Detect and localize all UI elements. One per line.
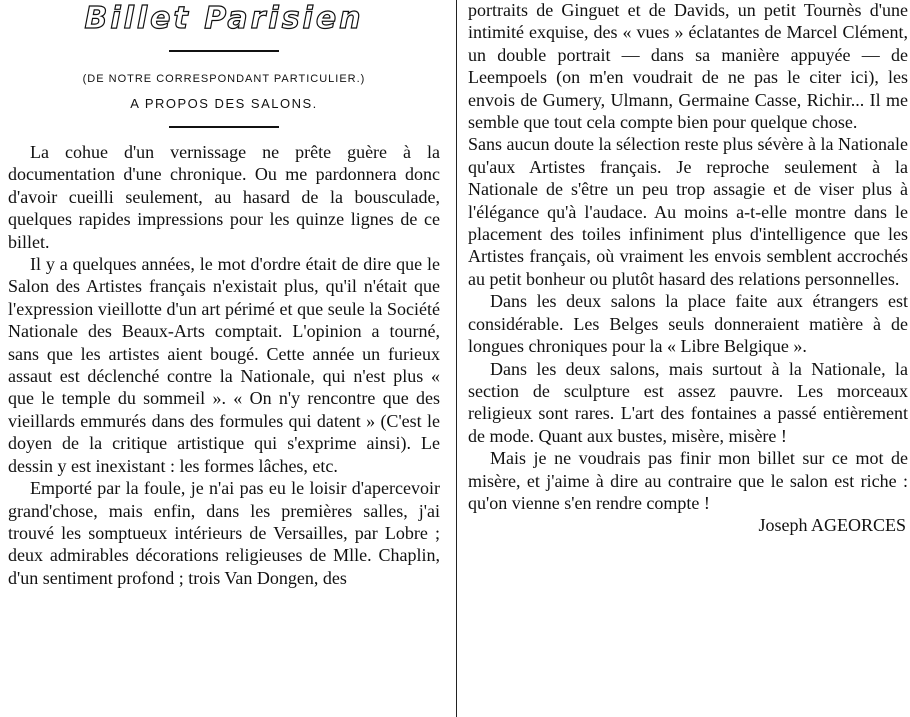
article-paragraph: Dans les deux salons la place faite aux étrangers est considérable. Les Belges seuls donneraient matière à de longues chroniques pour la « Libre Belgique ».	[468, 291, 908, 357]
article-paragraph: portraits de Ginguet et de Davids, un petit Tournès d'une intimité exquise, des « vues » éclatantes de Marcel Clément, un double portrait — dans sa manière appuyée — de Leempoels (on m'en voudrait de ne pas le citer ici), les envois de Gumery, Ulmann, Germaine Casse, Richir... Il me semble que tout cela compte bien pour quelque chose.	[468, 0, 908, 133]
article-paragraph: Emporté par la foule, je n'ai pas eu le loisir d'apercevoir grand'chose, mais enfin, dans les premières salles, j'ai trouvé les somptueux intérieurs de Versailles, par Lobre ; deux admirables décorations religieuses de Mlle. Chaplin, d'un sentiment profond ; trois Van Dongen, des	[8, 478, 440, 588]
article-paragraph: Il y a quelques années, le mot d'ordre était de dire que le Salon des Artistes français n'existait plus, qu'il n'était que l'expression vieillotte d'un art périmé et que seule la Société Nationale des Beaux-Arts comptait. L'opinion a tourné, sans que les artistes aient bougé. Cette année un furieux assaut est déclenché contre la Nationale, qui n'est plus « que le temple du sommeil ». « On n'y rencontre que des vieillards emmurés dans des formules qui datent » (C'est le doyen de la critique artistique qui s'exprime ainsi). Le dessin y est inexistant : les formes lâches, etc.	[8, 254, 440, 476]
author-signature: Joseph AGEORCES	[758, 515, 906, 536]
article-paragraph: Dans les deux salons, mais surtout à la Nationale, la section de sculpture est assez pauvre. Les morceaux religieux sont rares. L'art des fontaines a passé entièrement de mode. Quant aux bustes, misère, misère !	[468, 358, 908, 446]
correspondent-line: (DE NOTRE CORRESPONDANT PARTICULIER.)	[82, 73, 366, 85]
masthead-rule	[169, 50, 279, 52]
left-column	[8, 0, 440, 589]
article-paragraph: Sans aucun doute la sélection reste plus sévère à la Nationale qu'aux Artistes français. Je reproche seulement à la Nationale de s'être un peu trop assagie et de viser plus à l'élégance qu'à l'audace. Au moins a-t-elle montre dans le placement des toiles infiniment plus d'intelligence que les Artistes français, où vraiment les envois semblent accrochés au petit bonheur ou plutôt hasard des relations personnelles.	[468, 134, 908, 289]
article-paragraph: Mais je ne voudrais pas finir mon billet sur ce mot de misère, et j'aime à dire au contraire que le salon est riche : qu'on vienne s'en rendre compte !	[468, 448, 908, 513]
column-divider	[456, 0, 457, 717]
masthead-title: Billet Parisien	[84, 1, 364, 36]
article-body-left	[8, 141, 440, 589]
article-paragraph: La cohue d'un vernissage ne prête guère à la documentation d'une chronique. Ou me pardonnera donc d'avoir cueilli seulement, au hasard de la bousculade, quelques rapides impressions pour les quinze lignes de ce billet.	[8, 142, 440, 252]
right-column	[468, 0, 908, 536]
subtitle-rule	[169, 126, 279, 128]
article-subtitle: A PROPOS DES SALONS.	[130, 96, 318, 111]
article-body-right	[468, 0, 908, 514]
